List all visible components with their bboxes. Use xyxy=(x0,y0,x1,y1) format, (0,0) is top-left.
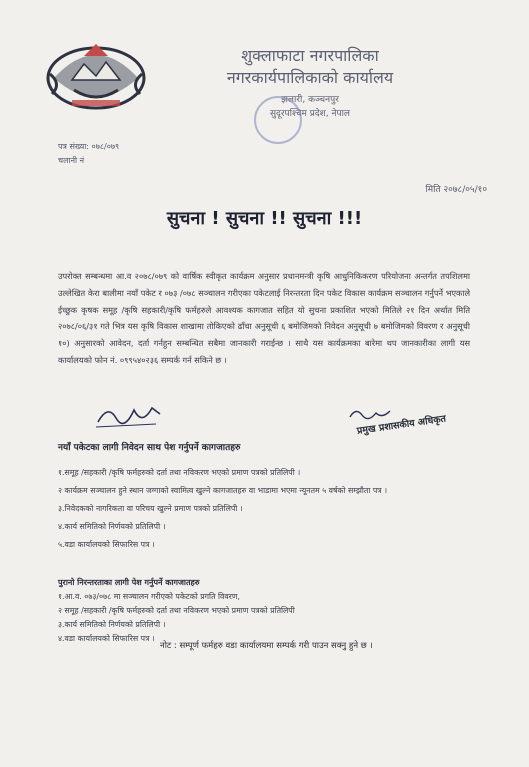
letter-number: पत्र संख्या: ०७८/०७९ xyxy=(58,142,120,151)
signature-left xyxy=(94,400,164,430)
address-line-1: झलारी, कञ्चनपुर xyxy=(281,95,339,105)
list-item: ४.कार्य समितिको निर्णयको प्रतिलिपी । xyxy=(58,522,166,531)
list-item: ४.वडा कार्यालयको सिफारिस पत्र । xyxy=(58,634,155,643)
list-item: १.समूह /सहकारी /कृषि फर्महरुको दर्ता तथा नविकरण भएको प्रमाण पत्रको प्रतिलिपी । xyxy=(58,468,301,477)
list-item: २ समूह /सहकारी /कृषि फर्महरुको दर्ता तथा नविकरण भएको प्रमाण पत्रको प्रतिलिपी xyxy=(58,606,295,615)
new-pocket-list xyxy=(58,466,478,556)
notice-title: सुचना ! सुचना !! सुचना !!! xyxy=(166,208,363,229)
dispatch-number: चलानी नं xyxy=(58,156,85,165)
signatory-title: प्रमुख प्रशासकीय अधिकृत xyxy=(356,413,447,437)
office-name: नगरकार्यपालिकाको कार्यालय xyxy=(226,68,394,87)
footnote: नोट : सम्पूर्ण फर्महरु वडा कार्यालयमा सम्पर्क गरी पाउन सक्नु हुने छ । xyxy=(160,641,373,651)
nepal-emblem-icon xyxy=(44,38,148,114)
list-item: ३.कार्य समितिको निर्णयको प्रतिलिपी । xyxy=(58,620,166,629)
letter-date: मिति २०७८/०५/१० xyxy=(425,185,487,195)
municipality-name: शुक्लाफाटा नगरपालिका xyxy=(241,46,379,65)
office-seal xyxy=(254,96,302,144)
address-line-2: सुदूरपश्चिम प्रदेश, नेपाल xyxy=(269,109,351,119)
notice-body: उपरोक्त सम्बन्धमा आ.व २०७८/०७९ को वार्षिक स्वीकृत कार्यक्रम अनुसार प्रधानमन्त्री कृषि आधुनिकिकरण परियोजना अन्तर्गत तपशिलमा उल्लेखित केरा बालीमा नयाँ पकेट र ०७३ /०७८ सञ्चालन गरीएका पकेटलाई निरन्तरता दिन पकेट विकास कार्यक्रम सञ्चालन गर्नुपर्ने भएकाले ईच्छुक कृषक समूह /कृषि सहकारी/कृषि फर्महरुले आवश्यक कागजात सहित यो सुचना प्रकाशित भएको मितिले २१ दिन अर्थात मिति २०७८/०६/३१ गते भित्र यस कृषि विकास शाखामा तोकिएको ढाँचा अनुसूची ६ बमोजिमको निवेदन अनुसूची ७ बमोजिमको विवरण र अनुसूची १०) अनुसारको आवेदन, दर्ता गर्नहुन सम्बन्धित सबैमा जानकारी गराईन्छ । साथै यस कार्यक्रमका बारेमा थप जानकारीका लागी यस कार्यालयको फोन नं. ०९९५४०२३६ सम्पर्क गर्न सकिने छ । xyxy=(58,271,470,365)
list-item: १.आ.व. ०७३/०७८ मा सञ्चालन गरीएको पकेटको प्रगति विवरण, xyxy=(58,592,240,601)
continuation-heading: पुरानो निरन्तरताका लागी पेश गर्नुपर्ने कागजातहरु xyxy=(58,578,200,587)
list-item: ५.वडा कार्यालयको सिफारिस पत्र । xyxy=(58,540,155,549)
list-item: २ कार्यक्रम सञ्चालन हुने स्थान जग्गाको स्वामित्व खुल्ने कागजातहरु वा भाडामा भएमा न्यूनतम ५ वर्षको सम्झौता पत्र । xyxy=(58,486,388,495)
list-item: ३.निवेदकको नागरिकता वा परिचय खुल्ने प्रमाण पत्रको प्रतिलिपी । xyxy=(58,504,243,513)
new-pocket-heading: नयाँ पकेटका लागी निवेदन साथ पेश गर्नुपर्ने कागजातहरु xyxy=(58,443,241,453)
continuation-list xyxy=(58,590,478,646)
